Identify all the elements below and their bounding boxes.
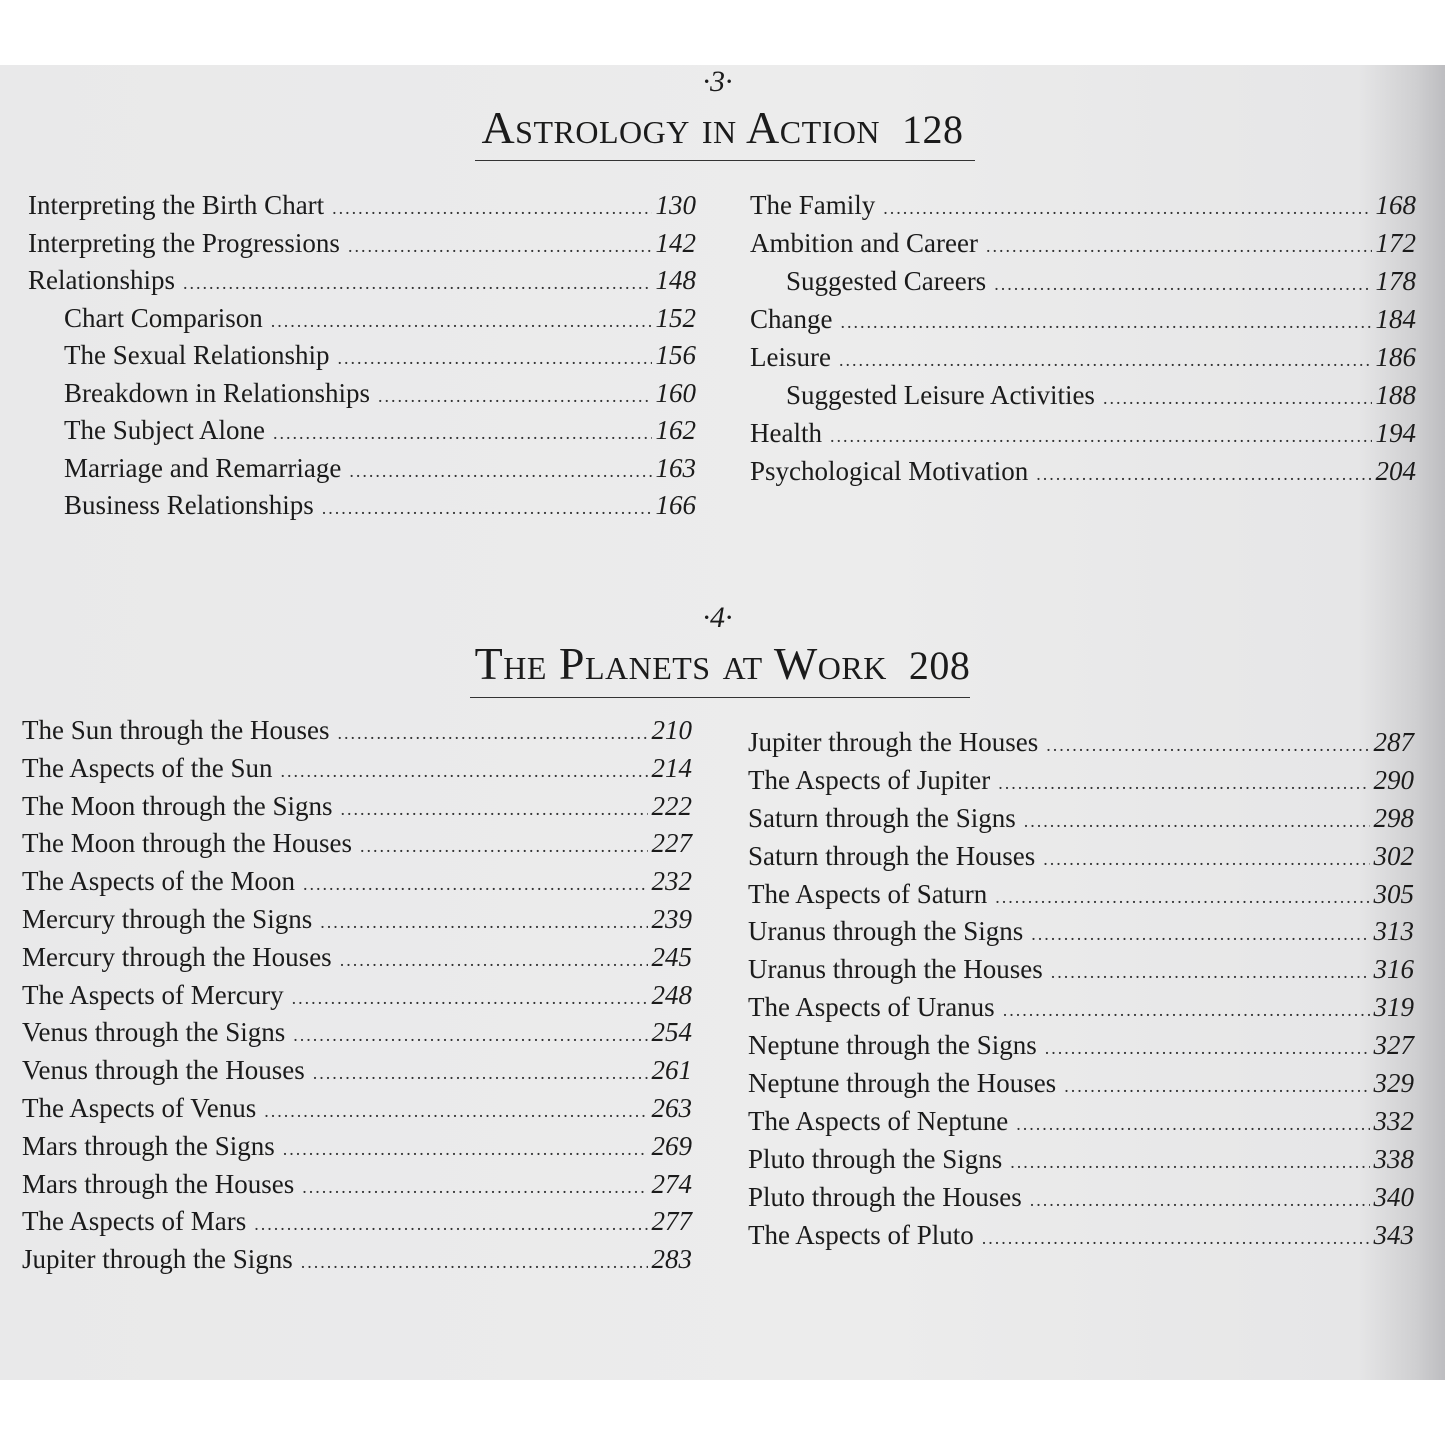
toc-entry bbox=[28, 265, 696, 303]
toc-entry-title: Leisure bbox=[750, 342, 831, 372]
dot-leader bbox=[1045, 1038, 1370, 1059]
toc-entry-page: 163 bbox=[655, 452, 696, 483]
toc-entry-title: Venus through the Signs bbox=[22, 1017, 286, 1048]
toc-entry-title: Mars through the Houses bbox=[22, 1168, 295, 1199]
toc-entry bbox=[28, 340, 696, 378]
toc-entry-page: 316 bbox=[1373, 954, 1414, 985]
toc-entry bbox=[748, 879, 1414, 917]
dot-leader bbox=[998, 773, 1369, 794]
toc-entry bbox=[748, 1182, 1414, 1220]
toc-entry bbox=[28, 415, 696, 453]
toc-entry-page: 274 bbox=[651, 1168, 692, 1199]
toc-entry-title: The Aspects of Uranus bbox=[748, 992, 995, 1023]
toc-entry-title: The Moon through the Houses bbox=[22, 828, 352, 859]
dot-leader bbox=[348, 236, 652, 257]
toc-entry-title: Chart Comparison bbox=[64, 302, 263, 333]
toc-entry-title: Pluto through the Houses bbox=[748, 1181, 1022, 1212]
toc-entry-title: Marriage and Remarriage bbox=[64, 452, 342, 483]
toc-entry-page: 290 bbox=[1373, 764, 1414, 795]
dot-leader bbox=[1030, 1190, 1370, 1211]
toc-entry-page: 227 bbox=[651, 828, 692, 859]
toc-entry-title: Relationships bbox=[28, 265, 175, 295]
toc-entry-page: 283 bbox=[651, 1244, 692, 1275]
toc-entry-title: Uranus through the Signs bbox=[748, 916, 1024, 947]
toc-entry-page: 188 bbox=[1375, 380, 1416, 410]
dot-leader bbox=[840, 312, 1371, 333]
toc-entry bbox=[750, 228, 1416, 266]
toc-entry bbox=[22, 866, 692, 904]
dot-leader bbox=[995, 887, 1369, 908]
toc-entry-title: The Sun through the Houses bbox=[22, 715, 330, 745]
toc-entry-title: Uranus through the Houses bbox=[748, 954, 1043, 985]
section-3-page: 128 bbox=[902, 107, 964, 152]
toc-entry-title: The Sexual Relationship bbox=[64, 340, 330, 370]
toc-entry-page: 287 bbox=[1373, 727, 1414, 757]
toc-entry-title: Jupiter through the Houses bbox=[748, 727, 1039, 757]
toc-entry-title: Neptune through the Signs bbox=[748, 1030, 1037, 1061]
toc-entry-title: Interpreting the Birth Chart bbox=[28, 190, 325, 220]
dot-leader bbox=[1036, 464, 1371, 485]
toc-entry bbox=[750, 190, 1416, 228]
dot-leader bbox=[883, 198, 1371, 219]
section-4-page: 208 bbox=[908, 643, 971, 688]
toc-entry-page: 327 bbox=[1373, 1030, 1414, 1061]
toc-entry bbox=[750, 266, 1416, 304]
toc-entry-title: The Aspects of Venus bbox=[22, 1092, 257, 1123]
dot-leader bbox=[283, 1139, 648, 1160]
toc-entry-title: The Aspects of Saturn bbox=[748, 878, 988, 909]
toc-entry-page: 248 bbox=[651, 979, 692, 1010]
dot-leader bbox=[280, 761, 647, 782]
toc-entry bbox=[748, 727, 1414, 765]
dot-leader bbox=[349, 461, 651, 482]
section-3-rule bbox=[475, 160, 975, 161]
section-4-left-list bbox=[22, 715, 692, 1282]
section-4-number: ·4· bbox=[702, 601, 733, 634]
toc-entry bbox=[748, 1220, 1414, 1258]
toc-entry-page: 340 bbox=[1373, 1181, 1414, 1212]
dot-leader bbox=[839, 350, 1372, 371]
toc-entry-page: 168 bbox=[1375, 190, 1416, 220]
toc-entry bbox=[28, 228, 696, 266]
dot-leader bbox=[271, 311, 652, 332]
toc-entry bbox=[748, 1030, 1414, 1068]
toc-entry-page: 269 bbox=[651, 1130, 692, 1161]
toc-entry bbox=[22, 1017, 692, 1055]
section-3-heading bbox=[0, 101, 1445, 154]
toc-entry-title: The Aspects of Pluto bbox=[748, 1219, 974, 1250]
toc-entry-title: Venus through the Houses bbox=[22, 1055, 305, 1086]
toc-entry bbox=[748, 803, 1414, 841]
dot-leader bbox=[1103, 388, 1372, 409]
dot-leader bbox=[254, 1214, 647, 1235]
toc-entry bbox=[28, 378, 696, 416]
dot-leader bbox=[337, 723, 647, 744]
dot-leader bbox=[337, 348, 651, 369]
toc-entry bbox=[28, 190, 696, 228]
toc-entry-page: 254 bbox=[651, 1017, 692, 1048]
toc-entry-title: Suggested Leisure Activities bbox=[786, 380, 1095, 410]
toc-entry-title: Interpreting the Progressions bbox=[28, 227, 340, 258]
toc-entry-page: 332 bbox=[1373, 1105, 1414, 1136]
toc-entry-page: 263 bbox=[651, 1092, 692, 1123]
toc-entry-title: The Aspects of Jupiter bbox=[748, 764, 991, 795]
toc-entry bbox=[748, 954, 1414, 992]
toc-entry-title: Change bbox=[750, 304, 833, 334]
toc-entry-page: 232 bbox=[651, 866, 692, 897]
toc-entry-title: Saturn through the Signs bbox=[748, 802, 1016, 833]
dot-leader bbox=[303, 874, 648, 895]
dot-leader bbox=[264, 1101, 647, 1122]
dot-leader bbox=[183, 273, 652, 294]
toc-entry bbox=[22, 904, 692, 942]
dot-leader bbox=[994, 274, 1371, 295]
toc-entry-page: 172 bbox=[1375, 228, 1416, 258]
section-4-right-list bbox=[748, 727, 1414, 1257]
dot-leader bbox=[1010, 1152, 1369, 1173]
toc-entry-title: Business Relationships bbox=[64, 490, 314, 520]
toc-entry-title: Mercury through the Signs bbox=[22, 903, 313, 934]
toc-entry-page: 142 bbox=[655, 227, 696, 258]
toc-entry-page: 245 bbox=[651, 941, 692, 972]
toc-entry-title: Pluto through the Signs bbox=[748, 1143, 1003, 1174]
dot-leader bbox=[332, 198, 651, 219]
toc-entry bbox=[748, 1144, 1414, 1182]
dot-leader bbox=[982, 1228, 1370, 1249]
toc-entry bbox=[28, 453, 696, 491]
toc-entry bbox=[22, 715, 692, 753]
dot-leader bbox=[1031, 924, 1369, 945]
dot-leader bbox=[293, 1025, 647, 1046]
dot-leader bbox=[360, 836, 648, 857]
toc-entry-title: The Family bbox=[750, 190, 876, 220]
dot-leader bbox=[322, 498, 652, 519]
dot-leader bbox=[1024, 811, 1370, 832]
book-page bbox=[0, 65, 1445, 1380]
toc-entry bbox=[750, 342, 1416, 380]
toc-entry-page: 329 bbox=[1373, 1068, 1414, 1099]
toc-entry-page: 338 bbox=[1373, 1143, 1414, 1174]
toc-entry-page: 222 bbox=[651, 790, 692, 821]
toc-entry-page: 162 bbox=[655, 415, 696, 445]
toc-entry bbox=[22, 980, 692, 1018]
toc-entry-title: Ambition and Career bbox=[750, 228, 978, 258]
dot-leader bbox=[1051, 962, 1370, 983]
toc-entry-page: 160 bbox=[655, 377, 696, 408]
toc-entry-page: 261 bbox=[651, 1055, 692, 1086]
dot-leader bbox=[302, 1177, 647, 1198]
section-3-title: Astrology in Action bbox=[481, 102, 881, 153]
toc-entry-title: Health bbox=[750, 418, 822, 448]
toc-entry bbox=[22, 791, 692, 829]
toc-entry-title: Psychological Motivation bbox=[750, 456, 1029, 486]
toc-entry-title: Mars through the Signs bbox=[22, 1130, 275, 1161]
dot-leader bbox=[1043, 849, 1369, 870]
section-4-rule bbox=[470, 697, 970, 698]
toc-entry-title: The Aspects of Neptune bbox=[748, 1105, 1009, 1136]
toc-entry bbox=[750, 380, 1416, 418]
toc-entry-page: 148 bbox=[655, 265, 696, 295]
toc-entry bbox=[750, 456, 1416, 494]
toc-entry-page: 313 bbox=[1373, 916, 1414, 947]
section-4-title: The Planets at Work bbox=[474, 638, 887, 689]
dot-leader bbox=[830, 426, 1372, 447]
dot-leader bbox=[986, 236, 1372, 257]
toc-entry bbox=[748, 992, 1414, 1030]
toc-entry-page: 166 bbox=[655, 490, 696, 520]
toc-entry bbox=[748, 1068, 1414, 1106]
toc-entry-page: 302 bbox=[1373, 840, 1414, 871]
dot-leader bbox=[1016, 1114, 1369, 1135]
toc-entry-page: 184 bbox=[1375, 304, 1416, 334]
toc-entry bbox=[748, 841, 1414, 879]
dot-leader bbox=[301, 1252, 648, 1273]
toc-entry-title: Neptune through the Houses bbox=[748, 1068, 1057, 1099]
toc-entry-page: 277 bbox=[651, 1206, 692, 1237]
toc-entry-title: The Aspects of the Sun bbox=[22, 752, 273, 783]
toc-entry-page: 152 bbox=[655, 302, 696, 333]
dot-leader bbox=[320, 912, 647, 933]
toc-entry-page: 305 bbox=[1373, 878, 1414, 909]
toc-entry-title: Suggested Careers bbox=[786, 266, 987, 296]
toc-entry-title: The Moon through the Signs bbox=[22, 790, 333, 821]
toc-entry-page: 319 bbox=[1373, 992, 1414, 1023]
toc-entry bbox=[748, 1106, 1414, 1144]
toc-entry bbox=[22, 1206, 692, 1244]
section-3-right-list bbox=[750, 190, 1416, 494]
section-4-heading bbox=[0, 637, 1445, 690]
toc-entry-title: Saturn through the Houses bbox=[748, 840, 1036, 871]
dot-leader bbox=[378, 386, 652, 407]
dot-leader bbox=[273, 423, 652, 444]
toc-entry-title: Jupiter through the Signs bbox=[22, 1244, 293, 1275]
toc-entry-title: Breakdown in Relationships bbox=[64, 377, 370, 408]
toc-entry bbox=[22, 942, 692, 980]
dot-leader bbox=[1046, 735, 1369, 756]
section-3-left-list bbox=[28, 190, 696, 528]
toc-entry bbox=[748, 765, 1414, 803]
toc-entry bbox=[22, 1169, 692, 1207]
toc-entry bbox=[28, 490, 696, 528]
toc-entry-page: 178 bbox=[1375, 266, 1416, 296]
toc-entry-title: The Aspects of Mars bbox=[22, 1206, 247, 1237]
toc-entry bbox=[748, 916, 1414, 954]
toc-entry bbox=[22, 753, 692, 791]
section-3-number: ·3· bbox=[702, 65, 733, 98]
toc-entry-page: 298 bbox=[1373, 802, 1414, 833]
toc-entry bbox=[750, 418, 1416, 456]
toc-entry-page: 186 bbox=[1375, 342, 1416, 372]
toc-entry-page: 210 bbox=[651, 715, 692, 745]
dot-leader bbox=[313, 1063, 648, 1084]
toc-entry-page: 214 bbox=[651, 752, 692, 783]
toc-entry bbox=[22, 1055, 692, 1093]
toc-entry-page: 239 bbox=[651, 903, 692, 934]
toc-entry-title: The Aspects of the Moon bbox=[22, 866, 295, 897]
dot-leader bbox=[1064, 1076, 1369, 1097]
toc-entry bbox=[22, 1244, 692, 1282]
toc-entry-title: Mercury through the Houses bbox=[22, 941, 332, 972]
dot-leader bbox=[341, 799, 648, 820]
toc-entry-page: 204 bbox=[1375, 456, 1416, 486]
dot-leader bbox=[292, 988, 648, 1009]
dot-leader bbox=[1003, 1000, 1370, 1021]
toc-entry-title: The Aspects of Mercury bbox=[22, 979, 284, 1010]
dot-leader bbox=[340, 950, 648, 971]
toc-entry-page: 130 bbox=[655, 190, 696, 220]
toc-entry-page: 343 bbox=[1373, 1219, 1414, 1250]
toc-entry bbox=[22, 1131, 692, 1169]
toc-entry bbox=[28, 303, 696, 341]
toc-entry bbox=[750, 304, 1416, 342]
toc-entry-page: 156 bbox=[655, 340, 696, 370]
toc-entry bbox=[22, 1093, 692, 1131]
toc-entry-title: The Subject Alone bbox=[64, 415, 265, 445]
toc-entry-page: 194 bbox=[1375, 418, 1416, 448]
toc-entry bbox=[22, 828, 692, 866]
